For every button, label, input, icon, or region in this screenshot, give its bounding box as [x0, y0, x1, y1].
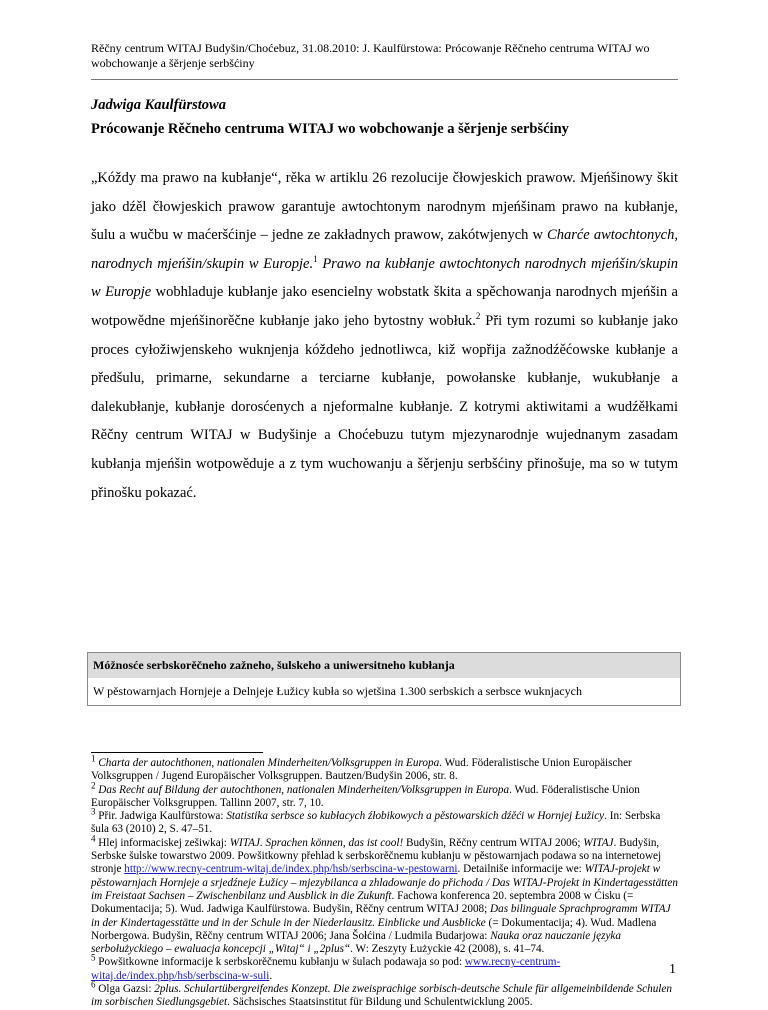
footnote-text: . Wud. Föderalistische Union Europäischer Volksgruppen / Jugend Europäischer Volksgruppen. Bautzen/Budyšin 2006, str. 8. — [91, 757, 632, 783]
footnote-title: Das bilinguale Sprachprogramm WITAJ in der Kindertagesstätte und in der Schule in der Niederlausitz. Einblicke und Ausblicke — [91, 903, 671, 929]
footnote-text: . W: Zeszyty Łużyckie 42 (2008), s. 41–74. — [350, 943, 545, 956]
footnote-5 — [91, 952, 681, 983]
footnote-number: 2 — [91, 779, 96, 790]
footnote-title: Das Recht auf Bildung der autochthonen, nationalen Minderheiten/Volksgruppen in Europa — [98, 783, 510, 796]
footnote-text: . — [269, 969, 273, 982]
article-title: Prócowanje Rěčneho centruma WITAJ wo wobchowanje a šěrjenje serbšćiny — [91, 121, 569, 137]
footnote-title: WITAJ-projekt w pěstowarnjach Hornjeje a srjedźneje Łužicy – mjezybilanca a zhladowanje do přichoda / Das WITAJ-Projekt in Kindertagesstätten im Freistaat Sachsen – Zwischenbilanz und Ausblick in die Zukunft — [91, 863, 678, 902]
footnote-4 — [91, 833, 681, 957]
paragraph-text: Při tym rozumi so kubłanje jako proces cyłožiwjenskeho wuknjenja kóždeho jednotliwca, kiž wopřija zažnodźěćowske kubłanje a předšulu, primarne, sekundarne a terciarne kubłanje, powołanske kubłanje, wukubłanje a dalekubłanje, kubłanje dorosćenych a njeformalne kubłanje. Z kotrymi aktiwitami a wudźěłkami Rěčny centrum WITAJ w Budyšinje a Choćebuzu tutym mjezynarodnje wujednanym zasadam kubłanja mjeńšin wotpowěduje a z tym wuchowanju a šěrjenju serbšćiny přinošuje, ma so w tutym přinošku pokazać. — [91, 312, 679, 501]
footnote-title: WITAJ. Sprachen können, das ist cool! — [229, 836, 404, 849]
info-box-text: W pěstowarnjach Hornjeje a Delnjeje Łužicy kubła so wjetšina 1.300 serbskich a serbsce wuknjacych — [93, 684, 582, 698]
footnote-ref-2[interactable]: 2 — [475, 311, 481, 322]
footnote-text: Přir. Jadwiga Kaulfürstowa: — [95, 810, 227, 823]
paragraph-text: wobhladuje kubłanje jako esencielny wobstatk škita a spěchowanja narodnych mjeńšin a wotpowědne mjeńšinorěčne kubłanje jako jeho bytostny wobłuk. — [91, 284, 678, 329]
footnote-text: . In: Serbska šula 63 (2010) 2, S. 47–51. — [91, 810, 661, 836]
footnote-ref-1[interactable]: 1 — [313, 253, 318, 264]
footnote-6 — [91, 979, 681, 1010]
body-paragraph — [91, 164, 678, 507]
header-rule — [91, 79, 678, 80]
footnotes — [91, 753, 681, 1010]
footnote-text: . Fachowa konferenca 20. septembra 2008 w Ćisku (= Dokumentacija; 5). Wud. Jadwiga Kaulfürstowa. Budyšin, Rěčny centrum WITAJ 2008; — [91, 889, 634, 916]
footnote-title: Statistika serbsce so kubłacych źłobikowych a pěstowarskich dźěći w Hornjej Łužicy — [226, 810, 605, 823]
running-head: Rěčny centrum WITAJ Budyšin/Choćebuz, 31.08.2010: J. Kaulfürstowa: Prócowanje Rěčneho centruma WITAJ wo wobchowanje a šěrjenje serbšćiny — [91, 41, 650, 70]
footnote-text: Olga Gazsi: — [95, 983, 155, 996]
page-number: 1 — [669, 962, 676, 977]
footnote-number: 6 — [91, 979, 96, 990]
footnote-number: 5 — [91, 952, 96, 963]
footnote-text: Powšitkowne informacije k serbskorěčnemu kubłanju w šulach podawaja so pod: — [95, 956, 465, 969]
footnote-text: Budyšin, Rěčny centrum WITAJ 2006; — [403, 836, 584, 849]
footnote-text: Hlej informaciskej zešiwkaj: — [95, 836, 230, 849]
pestowarnje-link[interactable]: http://www.recny-centrum-witaj.de/index.php/hsb/serbscina-w-pestowarni — [124, 863, 458, 876]
footnote-title: 2plus. Schulartübergreifendes Konzept. Die zweisprachige sorbisch-deutsche Schule für allgemeinbildende Schulen im sorbischen Siedlungsgebiet — [91, 983, 672, 1009]
footnote-separator — [91, 752, 263, 753]
footnote-title: Nauka oraz nauczanie języka serbołużyckiego – ewaluacja koncepcji „Witaj“ i „2plus“ — [91, 929, 621, 956]
info-box — [87, 652, 681, 706]
footnote-number: 1 — [91, 753, 96, 764]
footnote-text: (= Dokumentacija; 4). Wud. Madlena Norbergowa. Budyšin, Rěčny centrum WITAJ 2006; Jana Šołćina / Ludmila Budarjowa: — [91, 916, 657, 942]
footnote-text: . Sächsisches Staatsinstitut für Bildung und Schulentwicklung 2005. — [227, 996, 533, 1009]
footnote-title: WITAJ — [583, 836, 614, 849]
charter-period: . — [309, 255, 314, 272]
footnote-2 — [91, 779, 681, 811]
charter-title: Charće awtochtonych, narodnych mjeńšin/skupin w Europje — [91, 227, 678, 272]
footnote-text: . Wud. Föderalistische Union Europäischer Volksgruppen. Tallinn 2007, str. 7, 10. — [91, 783, 640, 809]
footnote-number: 4 — [91, 833, 96, 844]
paragraph-text: „Kóždy ma prawo na kubłanje“, rěka w artiklu 26 rezolucije čłowjeskich prawow. Mjeńšinowy škit jako dźěl čłowjeskich prawow garantuje awtochtonym narodnym mjeńšinam prawo na kubłanje, šulu a wučbu w maćeršćinje – jedne ze zakładnych prawow, zakótwjenych w — [91, 170, 678, 244]
suli-link[interactable]: www.recny-centrum-witaj.de/index.php/hsb/serbscina-w-suli — [91, 956, 561, 982]
info-box-heading: Móžnosće serbskorěčneho zažneho, šulskeho a uniwersitneho kubłanja — [88, 653, 680, 678]
footnote-1 — [91, 753, 681, 784]
footnote-title: Charta der autochthonen, nationalen Minderheiten/Volksgruppen in Europa — [98, 757, 440, 769]
author-name: Jadwiga Kaulfürstowa — [91, 97, 226, 113]
footnote-text: . Detailniše informacije we: — [457, 863, 585, 876]
footnote-text: . Budyšin, Serbske šulske towarstwo 2009. Powšitkowny přehlad k serbskorěčnemu kubłanju w pěstowarnjach podawa so na internetowej stronje — [91, 836, 662, 876]
rights-title: Prawo na kubłanje awtochtonych narodnych mjeńšin/skupin w Europje — [91, 255, 678, 301]
footnote-number: 3 — [91, 806, 96, 817]
footnote-3 — [91, 806, 681, 837]
